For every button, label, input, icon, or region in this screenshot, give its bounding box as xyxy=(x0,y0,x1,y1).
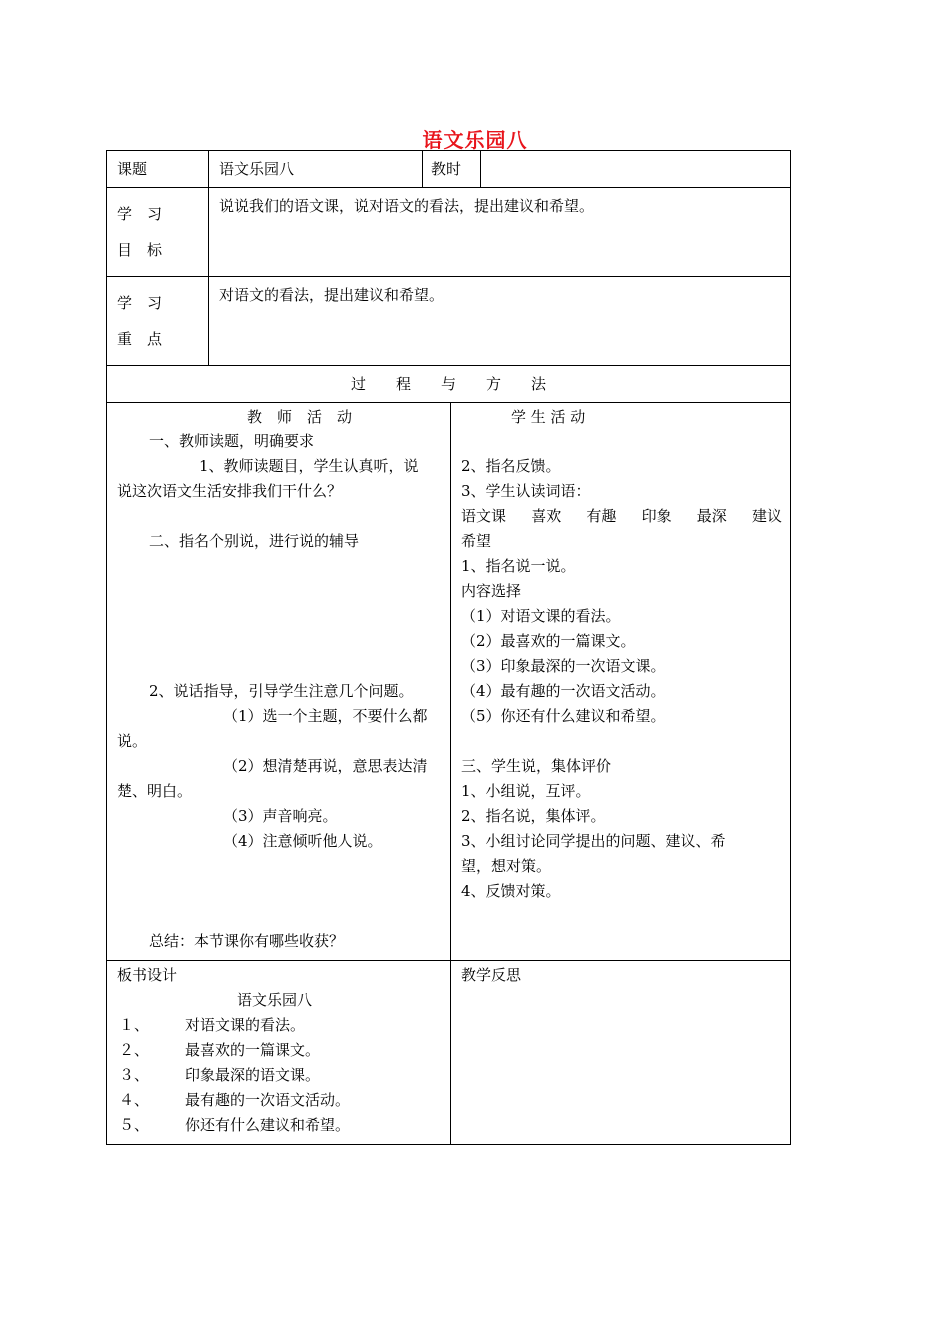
vocab-word: 建议 xyxy=(751,507,782,525)
focus-text: 对语文的看法，提出建议和希望。 xyxy=(219,286,445,304)
teacher-summary: 总结：本节课你有哪些收获？ xyxy=(149,932,345,950)
teacher-line: 楚、明白。 xyxy=(117,782,193,800)
page-title: 语文乐园八 xyxy=(422,128,528,152)
board-item-num: ２、 xyxy=(119,1041,150,1059)
focus-row xyxy=(107,277,791,366)
student-line: 4、反馈对策。 xyxy=(461,882,561,900)
topic-row xyxy=(107,151,791,188)
student-line: （2）最喜欢的一篇课文。 xyxy=(461,632,636,650)
student-line: 望，想对策。 xyxy=(461,857,552,875)
board-design xyxy=(107,961,450,1144)
student-line: （3）印象最深的一次语文课。 xyxy=(461,657,666,675)
student-header: 学 生 活 动 xyxy=(511,408,586,426)
vocab-word: 最深 xyxy=(696,507,727,525)
goal-label xyxy=(107,188,208,276)
student-line: 希望 xyxy=(461,532,492,550)
process-header-row xyxy=(107,366,791,403)
board-item xyxy=(117,1013,442,1038)
teacher-header: 教 师 活 动 xyxy=(246,408,352,426)
topic-label: 课题 xyxy=(117,160,148,178)
vocab-word: 有趣 xyxy=(586,507,617,525)
student-line: 2、指名反馈。 xyxy=(461,457,561,475)
reflection-label: 教学反思 xyxy=(461,966,522,984)
teacher-line: 二、指名个别说，进行说的辅导 xyxy=(149,532,360,550)
hours-label: 教时 xyxy=(431,160,462,178)
board-item-num: １、 xyxy=(119,1016,150,1034)
board-item-num: ３、 xyxy=(119,1066,150,1084)
process-header: 过 程 与 方 法 xyxy=(351,375,547,393)
board-item xyxy=(117,1113,442,1138)
board-item xyxy=(117,1088,442,1113)
board-item-num: ５、 xyxy=(119,1116,150,1134)
teacher-line: 说这次语文生活安排我们干什么？ xyxy=(117,482,343,500)
student-line: 1、指名说一说。 xyxy=(461,557,576,575)
activities-row xyxy=(107,403,791,961)
student-line: 1、小组说，互评。 xyxy=(461,782,591,800)
focus-label xyxy=(107,277,208,365)
board-item-text: 印象最深的语文课。 xyxy=(185,1066,321,1084)
vocab-word: 语文课 xyxy=(461,507,507,525)
lesson-plan-table xyxy=(106,150,791,1145)
board-row xyxy=(107,961,791,1145)
board-title: 语文乐园八 xyxy=(237,991,313,1009)
teacher-line: 说。 xyxy=(117,732,148,750)
vocab-word: 喜欢 xyxy=(531,507,562,525)
teacher-line: 2、说话指导，引导学生注意几个问题。 xyxy=(149,682,414,700)
focus-label-line2: 重 点 xyxy=(117,330,163,348)
teacher-line: （1）选一个主题，不要什么都 xyxy=(223,707,428,725)
student-activities xyxy=(451,403,790,910)
vocab-words xyxy=(461,504,782,529)
board-label: 板书设计 xyxy=(117,966,178,984)
goal-text: 说说我们的语文课，说对语文的看法，提出建议和希望。 xyxy=(219,197,595,215)
teacher-line: 一、教师读题，明确要求 xyxy=(149,432,315,450)
board-item-text: 最喜欢的一篇课文。 xyxy=(185,1041,321,1059)
board-item-text: 你还有什么建议和希望。 xyxy=(185,1116,351,1134)
student-line: 2、指名说，集体评。 xyxy=(461,807,606,825)
student-line: 内容选择 xyxy=(461,582,522,600)
teaching-reflection xyxy=(451,961,790,994)
vocab-word: 印象 xyxy=(641,507,672,525)
teacher-line: （4）注意倾听他人说。 xyxy=(223,832,383,850)
board-item-num: ４、 xyxy=(119,1091,150,1109)
teacher-activities xyxy=(107,403,450,960)
goal-label-line2: 目 标 xyxy=(117,241,163,259)
board-item xyxy=(117,1038,442,1063)
goal-row xyxy=(107,188,791,277)
board-item xyxy=(117,1063,442,1088)
teacher-line: （3）声音响亮。 xyxy=(223,807,338,825)
student-line: （1）对语文课的看法。 xyxy=(461,607,621,625)
goal-label-line1: 学 习 xyxy=(117,205,163,223)
focus-label-line1: 学 习 xyxy=(117,294,163,312)
hours-value xyxy=(481,151,790,163)
teacher-line: （2）想清楚再说，意思表达清 xyxy=(223,757,428,775)
student-line: （5）你还有什么建议和希望。 xyxy=(461,707,666,725)
board-item-text: 最有趣的一次语文活动。 xyxy=(185,1091,351,1109)
board-item-text: 对语文课的看法。 xyxy=(185,1016,306,1034)
student-line: （4）最有趣的一次语文活动。 xyxy=(461,682,666,700)
teacher-line: 1、教师读题目，学生认真听，说 xyxy=(199,457,419,475)
student-line: 3、小组讨论同学提出的问题、建议、希 xyxy=(461,832,726,850)
student-line: 三、学生说，集体评价 xyxy=(461,757,612,775)
topic-value: 语文乐园八 xyxy=(219,160,295,178)
student-line: 3、学生认读词语： xyxy=(461,482,591,500)
